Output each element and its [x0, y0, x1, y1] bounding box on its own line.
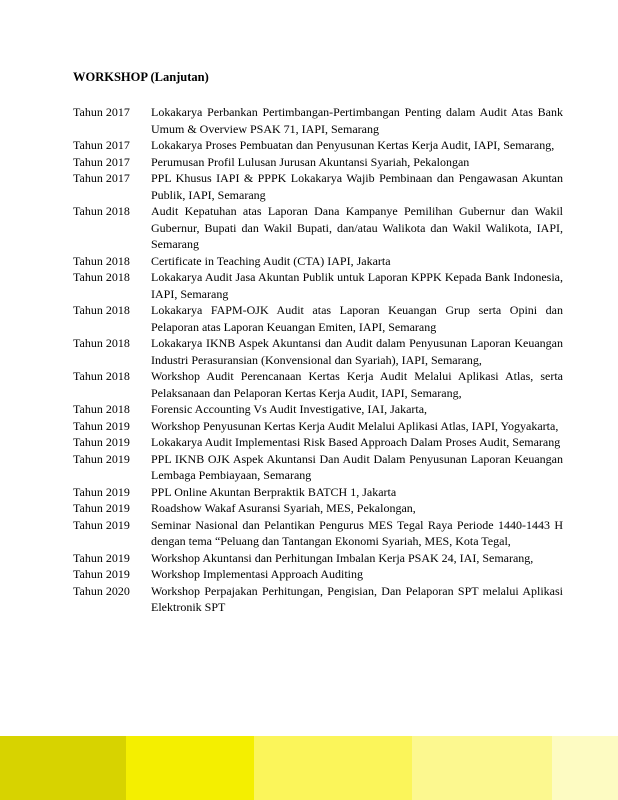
entry-description: Lokakarya Proses Pembuatan dan Penyusunan Kertas Kerja Audit, IAPI, Semarang, [151, 138, 555, 152]
workshop-entry [73, 500, 563, 517]
entry-description: Workshop Audit Perencanaan Kertas Kerja Audit Melalui Aplikasi Atlas, serta Pelaksanaan dan Pelaporan Kertas Kerja Audit, IAPI, Semarang, [151, 369, 563, 400]
footer-block-1 [0, 736, 126, 800]
workshop-entry [73, 170, 563, 203]
workshop-entry [73, 203, 563, 253]
entry-year: Tahun 2018 [73, 303, 130, 317]
entry-description: Workshop Perpajakan Perhitungan, Pengisian, Dan Pelaporan SPT melalui Aplikasi Elektronik SPT [151, 583, 563, 614]
footer-block-4 [412, 736, 552, 800]
entry-description: Audit Kepatuhan atas Laporan Dana Kampanye Pemilihan Gubernur dan Wakil Gubernur, Bupati dan Wakil Bupati, dan/atau Walikota dan Wakil Walikota, IAPI, Semarang [151, 204, 563, 251]
workshop-entry [73, 550, 563, 567]
workshop-entry [73, 253, 563, 270]
entry-description: Lokakarya IKNB Aspek Akuntansi dan Audit dalam Penyusunan Laporan Keuangan Industri Perasuransian (Konvensional dan Syariah), IAPI, Semarang, [151, 336, 563, 367]
footer-block-3 [254, 736, 412, 800]
entry-description: Lokakarya Audit Implementasi Risk Based Approach Dalam Proses Audit, Semarang [151, 435, 561, 449]
entry-year: Tahun 2019 [73, 517, 130, 532]
workshop-entry [73, 418, 563, 435]
entry-year: Tahun 2017 [73, 105, 130, 119]
entry-year: Tahun 2019 [73, 501, 130, 515]
entry-year: Tahun 2018 [73, 369, 130, 383]
entry-description: Workshop Penyusunan Kertas Kerja Audit Melalui Aplikasi Atlas, IAPI, Yogyakarta, [151, 418, 559, 433]
entry-description: PPL Online Akuntan Berpraktik BATCH 1, Jakarta [151, 484, 397, 499]
entry-year: Tahun 2017 [73, 171, 130, 185]
entry-year: Tahun 2019 [73, 451, 130, 466]
workshop-entry [73, 154, 563, 171]
entry-year: Tahun 2019 [73, 435, 130, 449]
entry-year: Tahun 2019 [73, 567, 130, 581]
footer-block-5 [552, 736, 618, 800]
entry-description: Perumusan Profil Lulusan Jurusan Akuntansi Syariah, Pekalongan [151, 154, 470, 169]
workshop-entry [73, 517, 563, 550]
entry-year: Tahun 2018 [73, 253, 130, 268]
entry-description: Forensic Accounting Vs Audit Investigative, IAI, Jakarta, [151, 402, 428, 416]
workshop-entry [73, 335, 563, 368]
entry-description: Workshop Akuntansi dan Perhitungan Imbalan Kerja PSAK 24, IAI, Semarang, [151, 550, 534, 565]
workshop-entry [73, 566, 563, 583]
entry-description: Certificate in Teaching Audit (CTA) IAPI, Jakarta [151, 253, 391, 268]
workshop-entry [73, 583, 563, 616]
workshop-list [73, 104, 563, 616]
entry-year: Tahun 2020 [73, 583, 130, 598]
entry-description: Lokakarya FAPM-OJK Audit atas Laporan Keuangan Grup serta Opini dan Pelaporan atas Laporan Keuangan Emiten, IAPI, Semarang [151, 303, 563, 334]
entry-description: PPL Khusus IAPI & PPPK Lokakarya Wajib Pembinaan dan Pengawasan Akuntan Publik, IAPI, Semarang [151, 171, 563, 202]
footer-color-band [0, 736, 618, 800]
workshop-entry [73, 137, 563, 154]
entry-year: Tahun 2017 [73, 138, 130, 152]
entry-description: Lokakarya Perbankan Pertimbangan-Pertimbangan Penting dalam Audit Atas Bank Umum & Overview PSAK 71, IAPI, Semarang [151, 105, 563, 136]
entry-year: Tahun 2018 [73, 204, 130, 218]
workshop-entry [73, 302, 563, 335]
workshop-entry [73, 104, 563, 137]
entry-description: Roadshow Wakaf Asuransi Syariah, MES, Pekalongan, [151, 501, 416, 515]
entry-description: Workshop Implementasi Approach Auditing [151, 567, 364, 581]
workshop-entry [73, 368, 563, 401]
entry-year: Tahun 2017 [73, 154, 130, 169]
workshop-entry [73, 451, 563, 484]
entry-year: Tahun 2018 [73, 402, 130, 416]
entry-year: Tahun 2019 [73, 484, 130, 499]
entry-year: Tahun 2019 [73, 418, 130, 433]
entry-year: Tahun 2018 [73, 270, 130, 284]
entry-description: PPL IKNB OJK Aspek Akuntansi Dan Audit Dalam Penyusunan Laporan Keuangan Lembaga Pembiayaan, Semarang [151, 451, 563, 482]
workshop-entry [73, 434, 563, 451]
page-title: WORKSHOP (Lanjutan) [73, 70, 209, 84]
workshop-entry [73, 484, 563, 501]
workshop-entry [73, 401, 563, 418]
entry-description: Lokakarya Audit Jasa Akuntan Publik untuk Laporan KPPK Kepada Bank Indonesia, IAPI, Semarang [151, 270, 563, 301]
workshop-entry [73, 269, 563, 302]
entry-description: Seminar Nasional dan Pelantikan Pengurus MES Tegal Raya Periode 1440-1443 H dengan tema “Peluang dan Tantangan Ekonomi Syariah, MES, Kota Tegal, [151, 517, 563, 548]
entry-year: Tahun 2019 [73, 550, 130, 565]
entry-year: Tahun 2018 [73, 336, 130, 350]
footer-block-2 [126, 736, 254, 800]
